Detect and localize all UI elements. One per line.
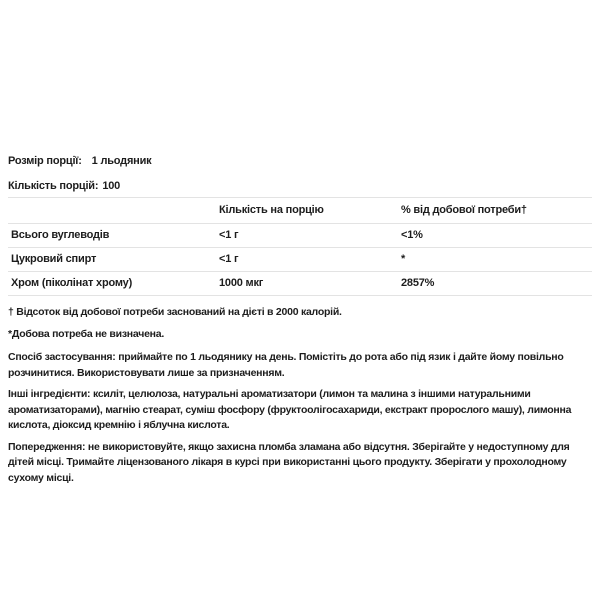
- servings-per-container-label: Кількість порцій:: [8, 180, 99, 192]
- table-row-sugar-alcohol: [8, 248, 592, 272]
- serving-size-label: Розмір порції:: [8, 155, 82, 167]
- nutrient-amount: <1 г: [219, 224, 401, 248]
- nutrient-name: Всього вуглеводів: [8, 224, 219, 248]
- table-row-total-carbohydrate: [8, 224, 592, 248]
- warnings-paragraph: Попередження: не використовуйте, якщо захисна пломба зламана або відсутня. Зберігайте у недоступному для дітей місці. Тримайте ліцензованого лікаря в курсі при використанні цього продукту. Зберігати у прохолодному сухому місці.: [8, 440, 570, 484]
- daily-value-not-established-footnote: *Добова потреба не визначена.: [8, 328, 165, 340]
- directions-paragraph: Спосіб застосування: приймайте по 1 льодянику на день. Помістіть до рота або під язик і дайте йому повільно розчинитися. Використовувати лише за призначенням.: [8, 351, 564, 379]
- nutrient-amount: 1000 мкг: [219, 272, 401, 296]
- servings-per-container-value: 100: [102, 180, 121, 192]
- table-row-chromium: [8, 272, 592, 296]
- header-row: [8, 198, 592, 224]
- serving-size-line: [8, 156, 592, 167]
- nutrient-daily-value: *: [401, 248, 592, 272]
- header-cell-amount-per-serving: Кількість на порцію: [219, 198, 401, 224]
- header-cell-blank: [8, 198, 219, 224]
- serving-size-value: 1 льодяник: [91, 155, 152, 167]
- nutrition-table: [8, 197, 592, 296]
- nutrient-name: Хром (піколінат хрому): [8, 272, 219, 296]
- daily-value-footnote: † Відсоток від добової потреби заснований на дієті в 2000 калорій.: [8, 306, 342, 318]
- nutrition-table-header: [8, 198, 592, 224]
- other-ingredients-paragraph: Інші інгредієнти: ксиліт, целюлоза, натуральні ароматизатори (лимон та малина з іншими натуральними ароматизаторами), магнію стеарат, суміш фосфору (фруктоолігосахариди, екстракт пророслого машу), лимонна кислота, діоксид кремнію і яблучна кислота.: [8, 388, 572, 431]
- nutrition-table-body: [8, 224, 592, 296]
- nutrient-daily-value: 2857%: [401, 272, 592, 296]
- nutrient-amount: <1 г: [219, 248, 401, 272]
- header-cell-daily-value: % від добової потреби†: [401, 198, 592, 224]
- servings-per-container-line: [8, 181, 592, 192]
- nutrient-name: Цукровий спирт: [8, 248, 219, 272]
- nutrient-daily-value: <1%: [401, 224, 592, 248]
